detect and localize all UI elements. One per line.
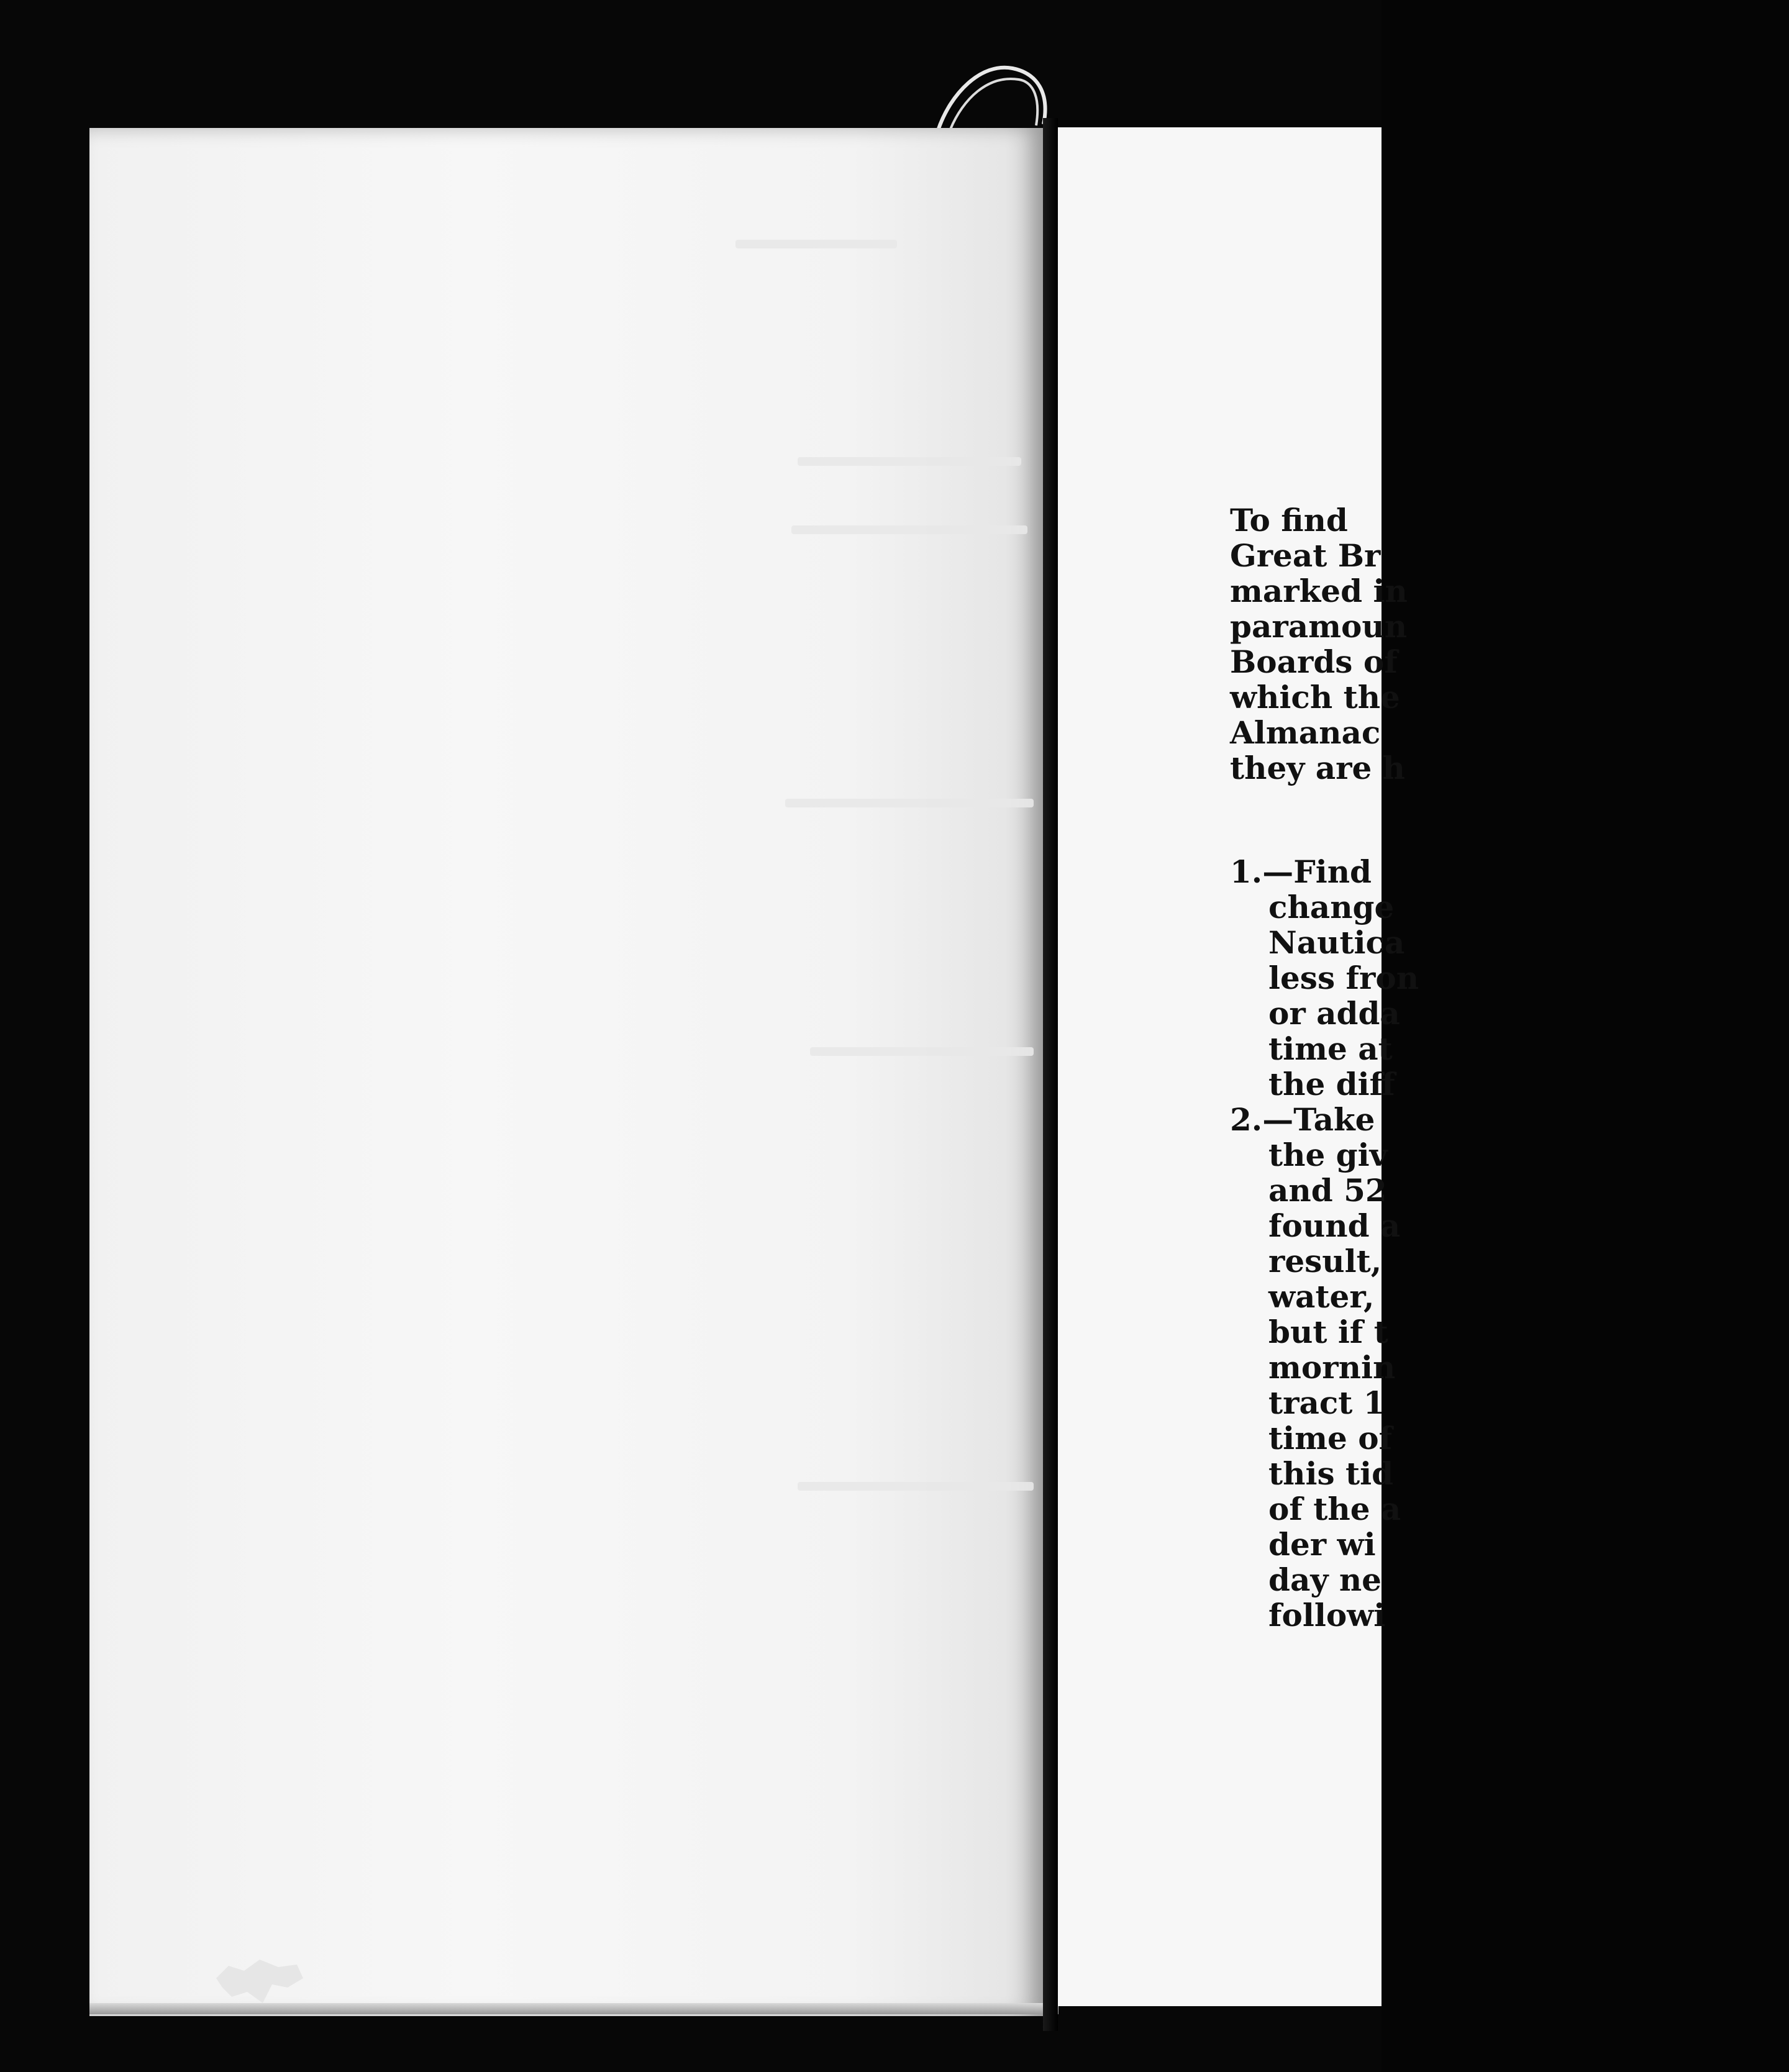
text-line: time of bbox=[1268, 1420, 1393, 1456]
text-line: result, bbox=[1268, 1243, 1382, 1279]
text-line: 2.—Take bbox=[1230, 1101, 1375, 1138]
bleed-through-mark bbox=[798, 457, 1021, 466]
text-line: 1.—Find bbox=[1230, 853, 1372, 890]
paragraph-gap bbox=[1230, 786, 1789, 854]
text-line: which the bbox=[1230, 679, 1400, 716]
text-line: Great Br bbox=[1230, 537, 1381, 574]
page-text-column bbox=[1230, 502, 1789, 1633]
text-line: the giv bbox=[1268, 1137, 1388, 1173]
text-line: less fron bbox=[1268, 960, 1419, 996]
bleed-through-mark bbox=[735, 240, 897, 248]
left-page-blank bbox=[89, 128, 1043, 2016]
text-line: found a bbox=[1268, 1207, 1401, 1244]
text-line: der wi bbox=[1268, 1526, 1376, 1563]
text-line: mornin bbox=[1268, 1349, 1396, 1386]
text-line: Nautica bbox=[1268, 924, 1405, 961]
text-line: but if t bbox=[1268, 1314, 1388, 1350]
text-line: of the a bbox=[1268, 1491, 1401, 1527]
bleed-through-mark bbox=[810, 1047, 1034, 1056]
text-line: the diff bbox=[1268, 1066, 1395, 1102]
text-line: Boards of bbox=[1230, 643, 1398, 680]
text-line: time at bbox=[1268, 1030, 1393, 1067]
text-line: To find bbox=[1230, 502, 1348, 538]
text-line: paramoun bbox=[1230, 608, 1408, 645]
bleed-through-mark bbox=[785, 799, 1034, 807]
text-line: they are h bbox=[1230, 750, 1406, 786]
text-line: water, bbox=[1268, 1278, 1375, 1315]
text-line: Almanac bbox=[1230, 714, 1381, 751]
bleed-through-mark bbox=[791, 525, 1027, 534]
text-line: tract 1 bbox=[1268, 1384, 1385, 1421]
right-page bbox=[1058, 127, 1419, 2006]
paper-fragment-icon bbox=[210, 1953, 309, 2009]
text-line: this tid bbox=[1268, 1455, 1394, 1492]
text-line: and 52 bbox=[1268, 1172, 1387, 1209]
text-line: or adda bbox=[1268, 995, 1400, 1032]
binding-thread-icon bbox=[926, 56, 1062, 137]
text-line: day ne bbox=[1268, 1561, 1382, 1598]
book-gutter bbox=[1043, 118, 1058, 2031]
text-line: followi bbox=[1268, 1597, 1386, 1634]
bleed-through-mark bbox=[798, 1482, 1034, 1491]
text-line: change bbox=[1268, 889, 1395, 925]
text-line: marked in bbox=[1230, 573, 1408, 609]
